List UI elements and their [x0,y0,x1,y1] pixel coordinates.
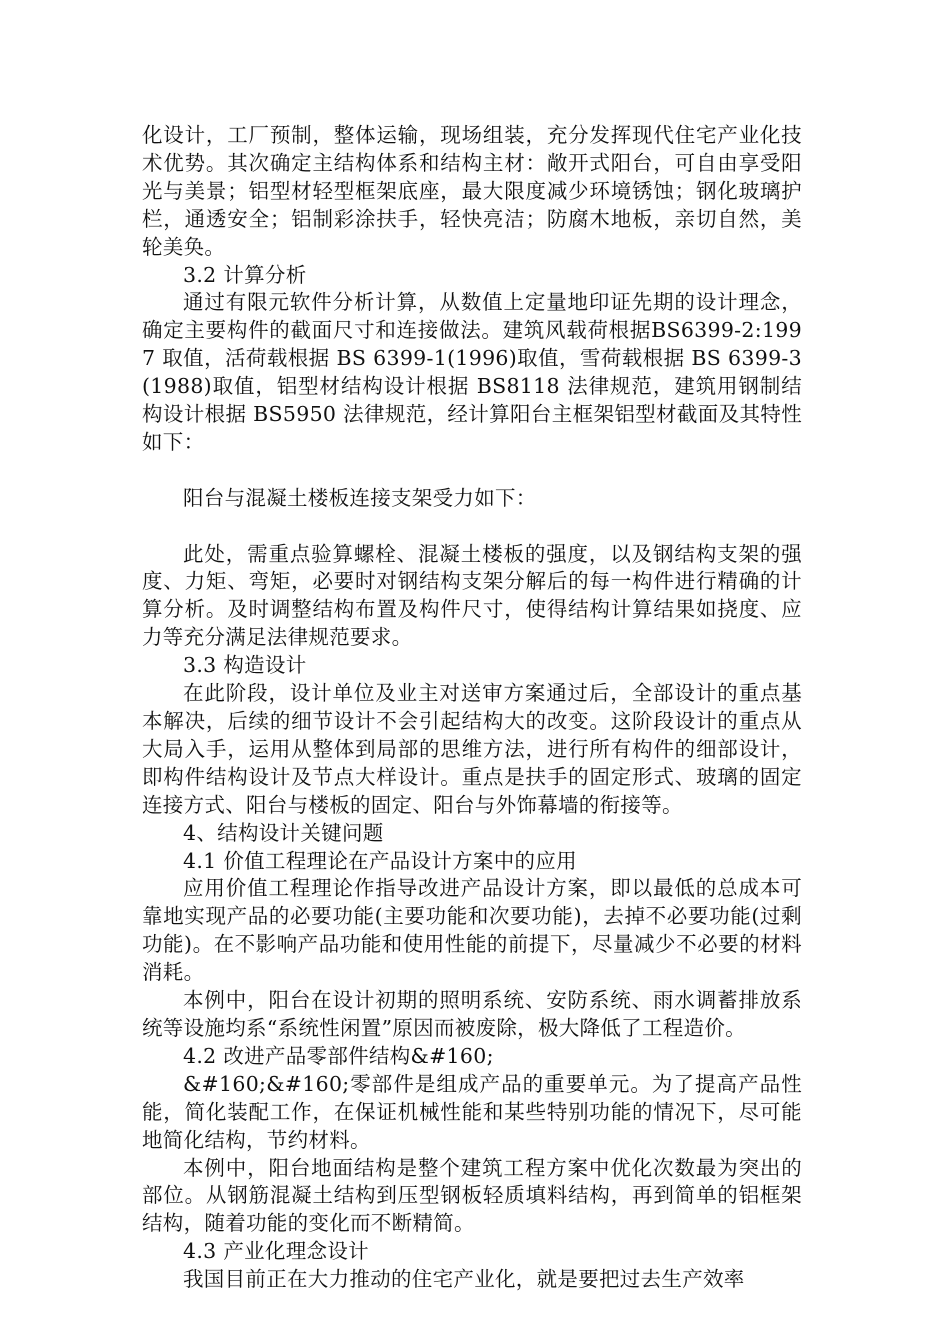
paragraph-value-engineering: 应用价值工程理论作指导改进产品设计方案，即以最低的总成本可靠地实现产品的必要功能(主要功能和次要功能)，去掉不必要功能(过剩功能)。在不影响产品功能和使用性能的前提下，尽量减少不必要的材料消耗。 [142,876,802,985]
paragraph-example-floor: 本例中，阳台地面结构是整个建筑工程方案中优化次数最为突出的部位。从钢筋混凝土结构到压型钢板轻质填料结构，再到简单的铝框架结构，随着功能的变化而不断精简。 [142,1155,802,1236]
heading-4: 4、结构设计关键问题 [183,820,384,845]
paragraph-construction-design: 在此阶段，设计单位及业主对送审方案通过后，全部设计的重点基本解决，后续的细节设计不会引起结构大的改变。这阶段设计的重点从大局入手，运用从整体到局部的思维方法，进行所有构件的细部设计，即构件结构设计及节点大样设计。重点是扶手的固定形式、玻璃的固定连接方式、阳台与楼板的固定、阳台与外饰幕墙的衔接等。 [142,681,802,817]
paragraph-industrialization: 我国目前正在大力推动的住宅产业化，就是要把过去生产效率 [183,1267,745,1292]
blank-line [142,513,802,541]
heading-4-2: 4.2 改进产品零部件结构&#160; [183,1043,494,1068]
paragraph-bracket-force: 阳台与混凝土楼板连接支架受力如下： [183,485,537,510]
paragraph-design-intro: 化设计，工厂预制，整体运输，现场组装，充分发挥现代住宅产业化技术优势。其次确定主结构体系和结构主材：敞开式阳台，可自由享受阳光与美景；铝型材轻型框架底座，最大限度减少环境锈蚀；钢化玻璃护栏，通透安全；铝制彩涂扶手，轻快亮洁；防腐木地板，亲切自然，美轮美奂。 [142,123,802,259]
blank-line [142,457,802,485]
heading-4-1: 4.1 价值工程理论在产品设计方案中的应用 [183,848,577,873]
heading-4-3: 4.3 产业化理念设计 [183,1239,369,1264]
document-page [142,122,802,1294]
paragraph-components: &#160;&#160;零部件是组成产品的重要单元。为了提高产品性能，简化装配工作，在保证机械性能和某些特别功能的情况下，尽可能地简化结构，节约材料。 [142,1071,802,1152]
paragraph-example-systems: 本例中，阳台在设计初期的照明系统、安防系统、雨水调蓄排放系统等设施均系“系统性闲置”原因而被废除，极大降低了工程造价。 [142,988,802,1040]
paragraph-calculation: 通过有限元软件分析计算，从数值上定量地印证先期的设计理念，确定主要构件的截面尺寸和连接做法。建筑风载荷根据BS6399-2:1997 取值，活荷载根据 BS 6399-1(1996)取值，雪荷载根据 BS 6399-3(1988)取值，铝型材结构设计根据 BS8118 法律规范，建筑用钢制结构设计根据 BS5950 法律规范，经计算阳台主框架铝型材截面及其特性如下： [142,290,802,454]
paragraph-verification: 此处，需重点验算螺栓、混凝土楼板的强度，以及钢结构支架的强度、力矩、弯矩，必要时对钢结构支架分解后的每一构件进行精确的计算分析。及时调整结构布置及构件尺寸，使得结构计算结果如挠度、应力等充分满足法律规范要求。 [142,541,802,650]
heading-3-3: 3.3 构造设计 [183,653,307,678]
heading-3-2: 3.2 计算分析 [183,262,307,287]
